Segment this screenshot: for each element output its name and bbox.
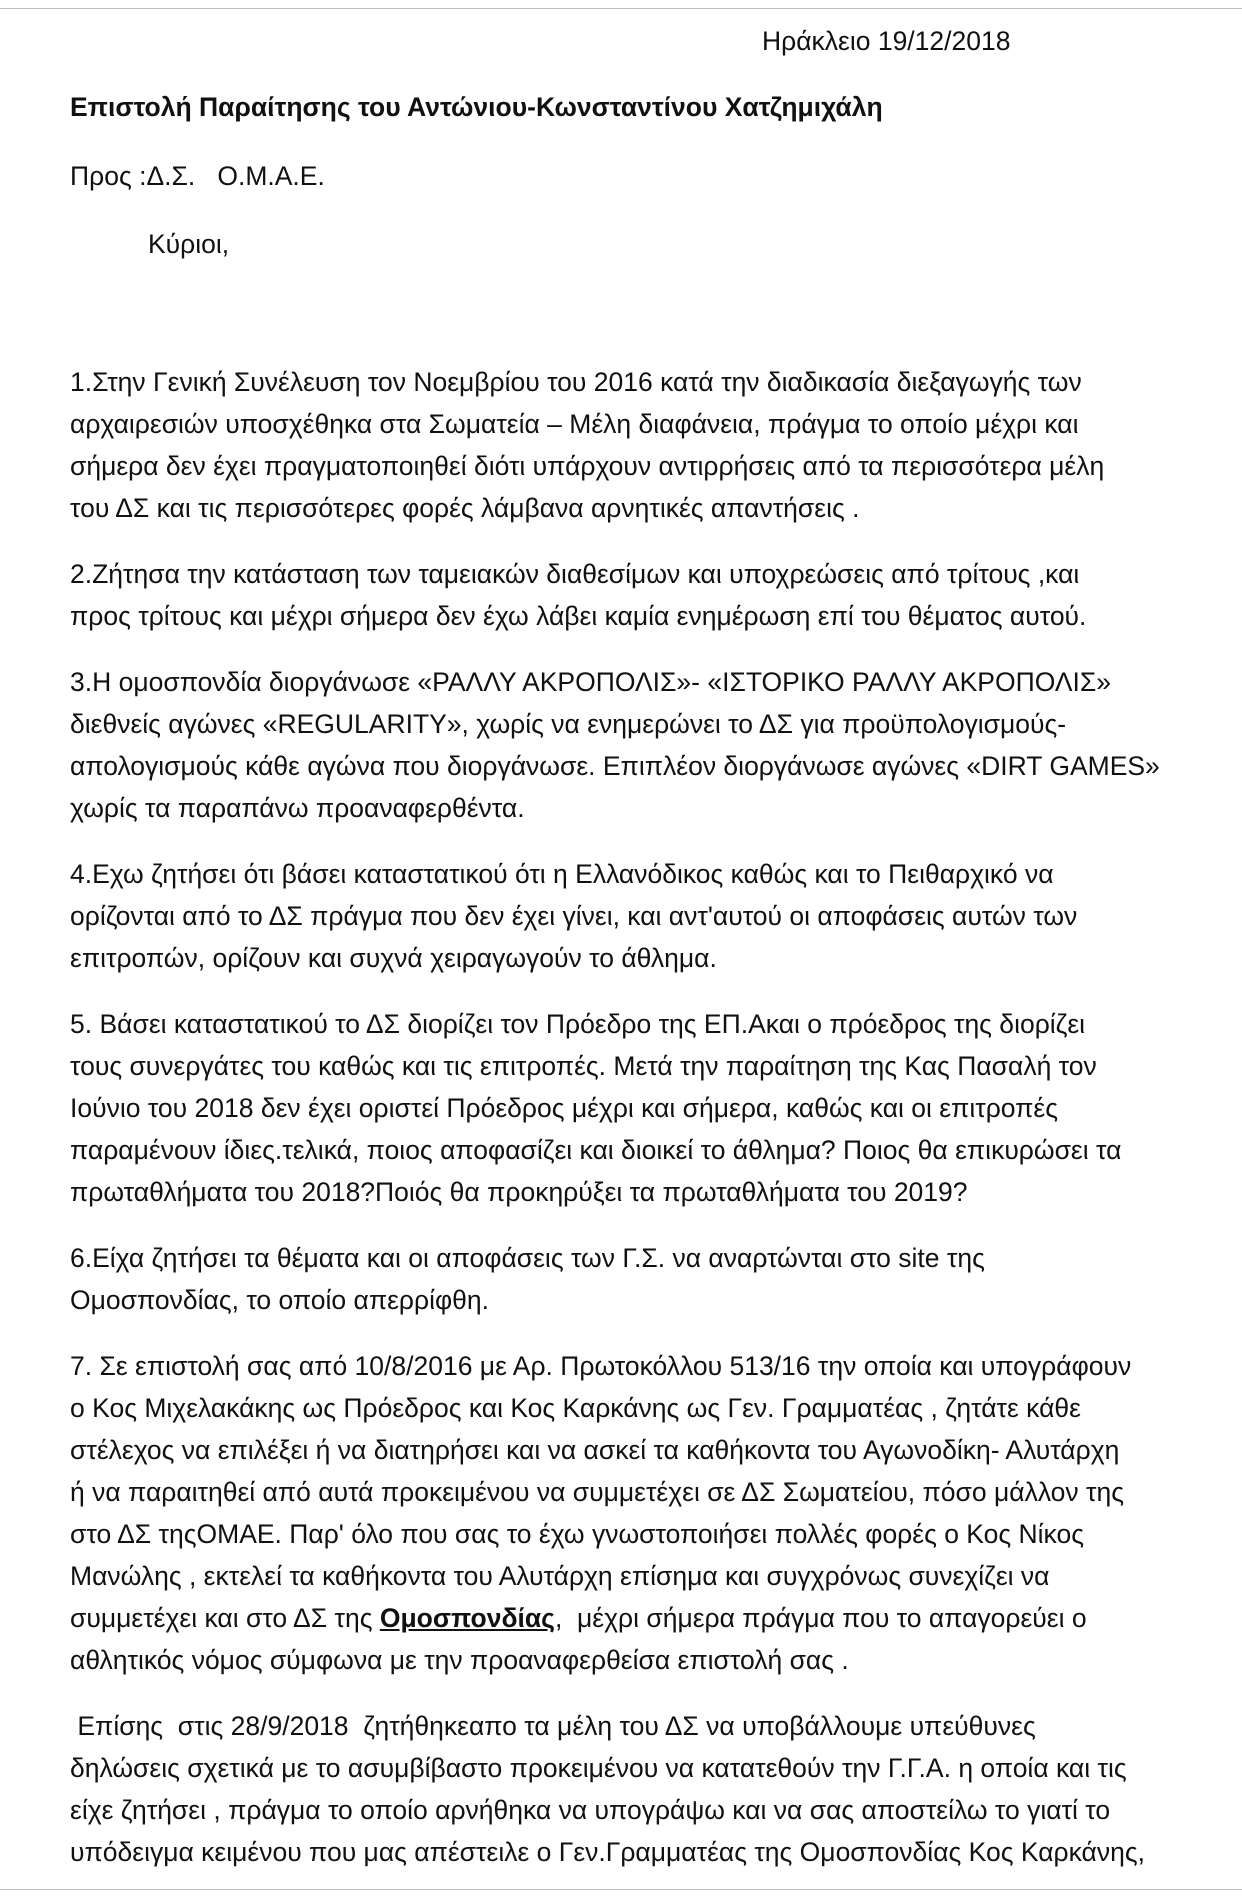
paragraph-line: επιτροπών, ορίζουν και συχνά χειραγωγούν το άθλημα. — [70, 943, 717, 973]
paragraph-line: του ΔΣ και τις περισσότερες φορές λάμβανα αρνητικές απαντήσεις . — [70, 493, 860, 523]
paragraph-8 — [70, 1705, 1182, 1873]
paragraph-line: Επίσης στις 28/9/2018 ζητήθηκεαπο τα μέλη του ΔΣ να υποβάλλουμε υπεύθυνες — [70, 1711, 1036, 1741]
paragraph-line: απολογισμούς κάθε αγώνα που διοργάνωσε. Επιπλέον διοργάνωσε αγώνες «DIRT GAMES» — [70, 751, 1160, 781]
paragraph-line: χωρίς τα παραπάνω προαναφερθέντα. — [70, 793, 525, 823]
paragraph-4 — [70, 853, 1182, 979]
paragraph-line: ο Κος Μιχελακάκης ως Πρόεδρος και Κος Καρκάνης ως Γεν. Γραμματέας , ζητάτε κάθε — [70, 1393, 1081, 1423]
paragraph-line: 1.Στην Γενική Συνέλευση τον Νοεμβρίου του 2016 κατά την διαδικασία διεξαγωγής των — [70, 367, 1082, 397]
paragraph-line: 2.Ζήτησα την κατάσταση των ταμειακών διαθεσίμων και υποχρεώσεις από τρίτους ,και — [70, 559, 1080, 589]
paragraph-line: αρχαιρεσιών υποσχέθηκα στα Σωματεία – Μέλη διαφάνεια, πράγμα το οποίο μέχρι και — [70, 409, 1079, 439]
paragraph-line: Ιούνιο του 2018 δεν έχει οριστεί Πρόεδρος μέχρι και σήμερα, καθώς και οι επιτροπές — [70, 1093, 1059, 1123]
paragraph-5 — [70, 1003, 1182, 1213]
letter-title: Επιστολή Παραίτησης του Αντώνιου-Κωνσταντίνου Χατζημιχάλη — [70, 92, 883, 122]
line-text: συμμετέχει και στο ΔΣ της — [70, 1603, 380, 1633]
paragraph-line: 4.Εχω ζητήσει ότι βάσει καταστατικού ότι η Ελλανόδικος καθώς και το Πειθαρχικό να — [70, 859, 1054, 889]
paragraph-line: Μανώλης , εκτελεί τα καθήκοντα του Αλυτάρχη επίσημα και συγχρόνως συνεχίζει να — [70, 1561, 1050, 1591]
paragraph-line: στέλεχος να επιλέξει ή να διατηρήσει και να ασκεί τα καθήκοντα του Αγωνοδίκη- Αλυτάρχη — [70, 1435, 1120, 1465]
letter-date: Ηράκλειο 19/12/2018 — [762, 26, 1011, 56]
paragraph-3 — [70, 661, 1182, 829]
paragraph-line: παραμένουν ίδιες.τελικά, ποιος αποφασίζει και διοικεί το άθλημα? Ποιος θα επικυρώσει τα — [70, 1135, 1122, 1165]
letter-recipient: Προς :Δ.Σ. Ο.Μ.Α.Ε. — [70, 161, 325, 191]
paragraph-line: αθλητικός νόμος σύμφωνα με την προαναφερθείσα επιστολή σας . — [70, 1645, 849, 1675]
letter-body — [70, 361, 1182, 1897]
paragraph-line: 6.Είχα ζητήσει τα θέματα και οι αποφάσεις των Γ.Σ. να αναρτώνται στο site της — [70, 1243, 985, 1273]
emphasized-federation-word: Ομοσπονδίας — [379, 1603, 555, 1633]
letter-salutation: Κύριοι, — [148, 229, 230, 259]
paragraph-line: ή να παραιτηθεί από αυτά προκειμένου να συμμετέχει σε ΔΣ Σωματείου, πόσο μάλλον της — [70, 1477, 1124, 1507]
paragraph-line: 7. Σε επιστολή σας από 10/8/2016 με Αρ. Πρωτοκόλλου 513/16 την οποία και υπογράφουν — [70, 1351, 1132, 1381]
paragraph-line: τους συνεργάτες του καθώς και τις επιτροπές. Μετά την παραίτηση της Κας Πασαλή τον — [70, 1051, 1097, 1081]
paragraph-line: προς τρίτους και μέχρι σήμερα δεν έχω λάβει καμία ενημέρωση επί του θέματος αυτού. — [70, 601, 1087, 631]
paragraph-7 — [70, 1345, 1182, 1681]
paragraph-line: σήμερα δεν έχει πραγματοποιηθεί διότι υπάρχουν αντιρρήσεις από τα περισσότερα μέλη — [70, 451, 1105, 481]
paragraph-line: πρωταθλήματα του 2018?Ποιός θα προκηρύξει τα πρωταθλήματα του 2019? — [70, 1177, 968, 1207]
paragraph-line: στο ΔΣ τηςΟΜΑΕ. Παρ' όλο που σας το έχω γνωστοποιήσει πολλές φορές ο Κος Νίκος — [70, 1519, 1084, 1549]
paragraph-line: διεθνείς αγώνες «REGULARITY», χωρίς να ενημερώνει το ΔΣ για προϋπολογισμούς- — [70, 709, 1067, 739]
top-page-border — [0, 8, 1242, 9]
paragraph-line: Ομοσπονδίας, το οποίο απερρίφθη. — [70, 1285, 489, 1315]
paragraph-2 — [70, 553, 1182, 637]
paragraph-line: δηλώσεις σχετικά με το ασυμβίβαστο προκειμένου να κατατεθούν την Γ.Γ.Α. η οποία και τις — [70, 1753, 1127, 1783]
paragraph-line-with-emphasis — [70, 1597, 1182, 1639]
paragraph-line: 5. Βάσει καταστατικού το ΔΣ διορίζει τον Πρόεδρο της ΕΠ.Ακαι ο πρόεδρος της διορίζει — [70, 1009, 1086, 1039]
paragraph-6 — [70, 1237, 1182, 1321]
paragraph-line: ορίζονται από το ΔΣ πράγμα που δεν έχει γίνει, και αντ'αυτού οι αποφάσεις αυτών των — [70, 901, 1078, 931]
paragraph-1 — [70, 361, 1182, 529]
bottom-page-border — [0, 1889, 1242, 1890]
paragraph-line: 3.Η ομοσπονδία διοργάνωσε «ΡΑΛΛΥ ΑΚΡΟΠΟΛΙΣ»- «ΙΣΤΟΡΙΚΟ ΡΑΛΛΥ ΑΚΡΟΠΟΛΙΣ» — [70, 667, 1112, 697]
paragraph-line: είχε ζητήσει , πράγμα το οποίο αρνήθηκα να υπογράψω και να σας αποστείλω το γιατί το — [70, 1795, 1111, 1825]
line-text: , μέχρι σήμερα πράγμα που το απαγορεύει ο — [554, 1603, 1087, 1633]
paragraph-line: υπόδειγμα κειμένου που μας απέστειλε ο Γεν.Γραμματέας της Ομοσπονδίας Κος Καρκάνης, — [70, 1837, 1145, 1867]
